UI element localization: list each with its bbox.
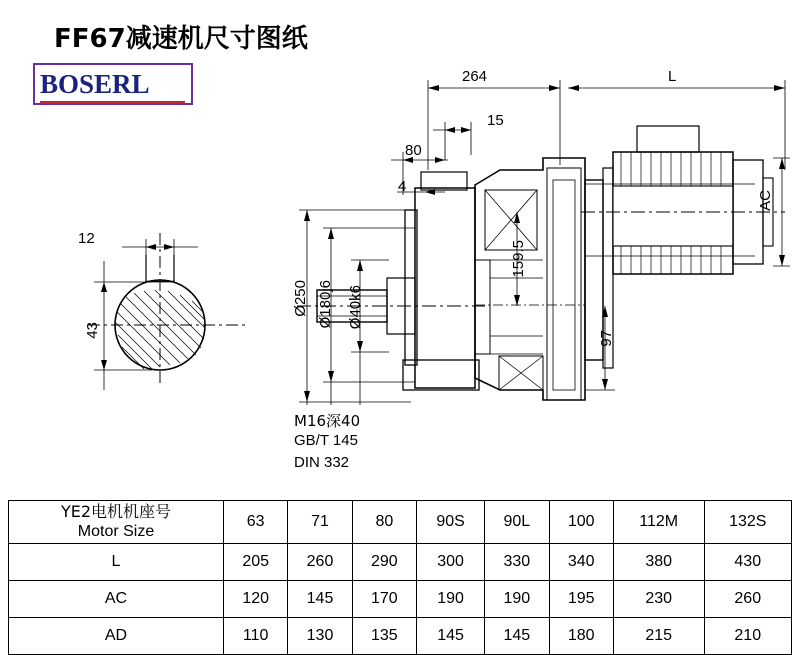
- table-row-label: L: [9, 544, 224, 581]
- table-cell-size: 80: [352, 501, 416, 544]
- table-cell: 145: [417, 618, 485, 655]
- table-cell: 340: [549, 544, 613, 581]
- dim-label-97: 97: [598, 330, 615, 347]
- table-cell: 145: [485, 618, 549, 655]
- dim-label-d250: Ø250: [292, 280, 309, 317]
- table-cell-size: 90L: [485, 501, 549, 544]
- table-cell: 260: [704, 581, 791, 618]
- dim-label-12: 12: [78, 230, 95, 247]
- logo-underline: [40, 101, 185, 104]
- table-row-label: AD: [9, 618, 224, 655]
- dim-label-d180: Ø180j6: [317, 280, 334, 329]
- dim-label-15: 15: [487, 112, 504, 129]
- table-cell: 110: [224, 618, 288, 655]
- note-gbt145: GB/T 145: [294, 432, 358, 449]
- table-row-label: AC: [9, 581, 224, 618]
- dim-label-43: 43: [84, 322, 101, 339]
- table-cell: 210: [704, 618, 791, 655]
- table-cell: 430: [704, 544, 791, 581]
- table-cell-size: 63: [224, 501, 288, 544]
- table-cell: 190: [485, 581, 549, 618]
- page-title: FF67减速机尺寸图纸: [54, 24, 308, 54]
- table-header-motor-size: [9, 501, 224, 544]
- logo-text: BOSERL: [40, 69, 150, 99]
- table-header-en: Motor Size: [77, 523, 155, 540]
- table-cell-size: 112M: [613, 501, 704, 544]
- note-din332: DIN 332: [294, 454, 350, 471]
- table-cell: 135: [352, 618, 416, 655]
- dim-label-4: 4: [398, 178, 407, 195]
- table-row: [9, 618, 792, 655]
- table-row: [9, 544, 792, 581]
- table-row: [9, 581, 792, 618]
- table-header-cn: YE2电机机座号: [60, 502, 172, 521]
- dim-label-d40: Ø40k6: [347, 285, 364, 330]
- table-cell: 170: [352, 581, 416, 618]
- shaft-end-view: [60, 225, 260, 390]
- table-cell: 300: [417, 544, 485, 581]
- table-cell: 215: [613, 618, 704, 655]
- table-cell-size: 71: [288, 501, 352, 544]
- table-cell: 145: [288, 581, 352, 618]
- dim-label-L: L: [668, 68, 677, 85]
- dim-label-AC: AC: [757, 190, 774, 211]
- table-cell: 195: [549, 581, 613, 618]
- table-cell-size: 132S: [704, 501, 791, 544]
- table-cell: 130: [288, 618, 352, 655]
- table-cell: 260: [288, 544, 352, 581]
- dim-label-159-5: 159.5: [510, 240, 527, 278]
- table-cell-size: 90S: [417, 501, 485, 544]
- table-cell: 205: [224, 544, 288, 581]
- note-m16: M16深40: [294, 412, 361, 430]
- gearbox-assembly-drawing: [285, 60, 800, 480]
- table-cell: 290: [352, 544, 416, 581]
- table-cell: 180: [549, 618, 613, 655]
- table-cell-size: 100: [549, 501, 613, 544]
- table-cell: 120: [224, 581, 288, 618]
- dim-label-264: 264: [462, 68, 488, 85]
- table-cell: 330: [485, 544, 549, 581]
- table-row: [9, 501, 792, 544]
- motor-size-table: [8, 500, 792, 655]
- dim-label-80: 80: [405, 142, 422, 159]
- table-cell: 380: [613, 544, 704, 581]
- table-cell: 190: [417, 581, 485, 618]
- table-cell: 230: [613, 581, 704, 618]
